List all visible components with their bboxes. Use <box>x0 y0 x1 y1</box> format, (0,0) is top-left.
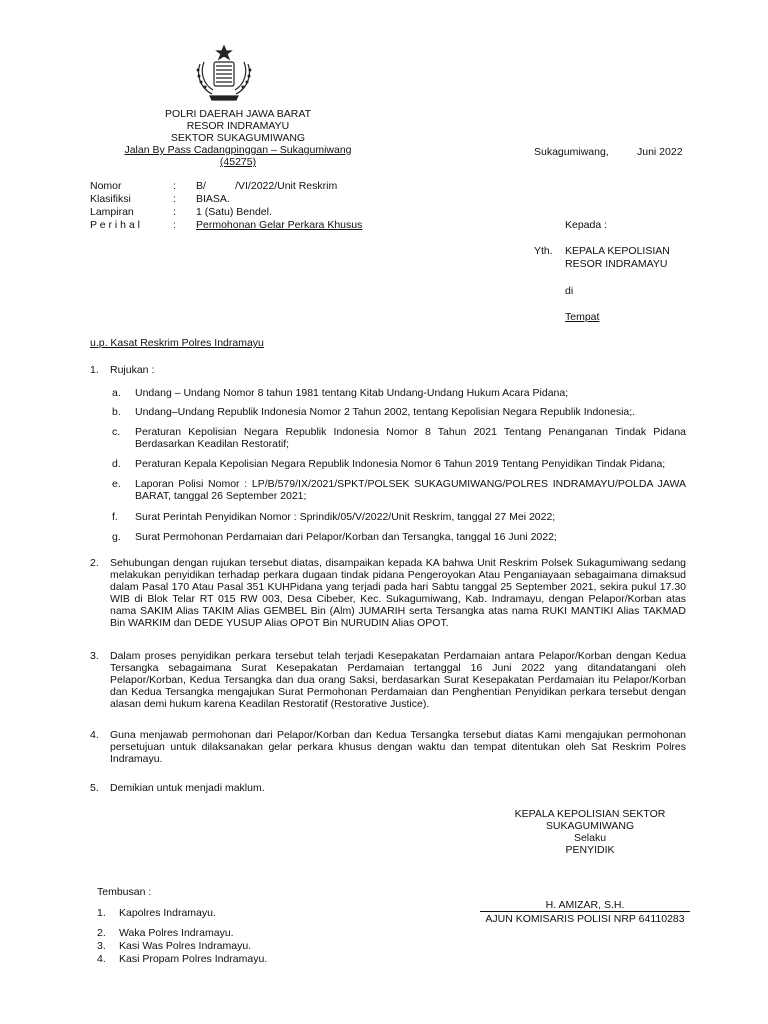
rujukan-d-text: Peraturan Kepala Kepolisian Negara Republik Indonesia Nomor 6 Tahun 2019 Tentang Penyidikan Tindak Pidana; <box>135 458 666 470</box>
letter-place: Sukagumiwang, <box>534 146 609 158</box>
meta-nomor-value: B/ /VI/2022/Unit Reskrim <box>196 180 338 192</box>
rujukan-e-text: Laporan Polisi Nomor : LP/B/579/IX/2021/SPKT/POLSEK SUKAGUMIWANG/POLRES INDRAMAYU/POLDA JAWA BARAT, tanggal 26 September 2021; <box>135 478 686 502</box>
rujukan-f-text: Surat Perintah Penyidikan Nomor : Sprindik/05/V/2022/Unit Reskrim, tanggal 27 Mei 2022; <box>135 511 556 523</box>
point-3-text: Dalam proses penyidikan perkara tersebut telah terjadi Kesepakatan Perdamaian antara Pelapor/Korban dengan Kedua Tersangka sebagaimana Surat Kesepakatan Perdamaian tertanggal 16 Juni 2022 yang ditandatangani oleh Pelapor/Korban, Kedua Tersangka dan dua orang Saksi, berdasarkan Surat Kesepakatan Perdamaian itu Pelapor/Korban dan Kedua Tersangka mengajukan Surat Permohonan Perdamaian dan Penghentian Penyidikan perkara tersebut dengan alasan demi hukum karena Keadilan Restoratif (Restorative Justice). <box>110 650 686 710</box>
rujukan-c-text: Peraturan Kepolisian Negara Republik Indonesia Nomor 8 Tahun 2021 Tentang Penanganan Tindak Pidana Berdasarkan Keadilan Restoratif; <box>135 426 686 450</box>
tembusan-2-text: Waka Polres Indramayu. <box>119 927 234 939</box>
meta-perihal-value: Permohonan Gelar Perkara Khusus <box>196 219 363 231</box>
letterhead-postcode: (45275) <box>219 156 257 168</box>
rujukan-title: Rujukan : <box>110 364 155 376</box>
signature-title-2: SUKAGUMIWANG <box>545 820 635 832</box>
rujukan-a-letter: a. <box>112 387 121 399</box>
point-4-number: 4. <box>90 729 99 741</box>
rujukan-b-letter: b. <box>112 406 121 418</box>
tembusan-title: Tembusan : <box>97 886 152 898</box>
rujukan-g-letter: g. <box>112 531 121 543</box>
signature-name: H. AMIZAR, S.H. <box>480 899 690 912</box>
letter-date: Juni 2022 <box>637 146 683 158</box>
signature-title-1: KEPALA KEPOLISIAN SEKTOR <box>514 808 666 820</box>
meta-klasifikasi-label: Klasifiksi <box>90 193 131 205</box>
meta-klasifikasi-value: BIASA. <box>196 193 230 205</box>
polri-emblem-logo <box>186 44 262 102</box>
point-5-number: 5. <box>90 782 99 794</box>
meta-klasifikasi-sep: : <box>173 193 176 205</box>
tembusan-3-number: 3. <box>97 940 106 952</box>
rujukan-e-letter: e. <box>112 478 121 490</box>
meta-perihal-sep: : <box>173 219 176 231</box>
tembusan-4-number: 4. <box>97 953 106 965</box>
addressee-line-1: KEPALA KEPOLISIAN <box>565 245 670 257</box>
addressee-line-2: RESOR INDRAMAYU <box>565 258 668 270</box>
signature-block <box>480 808 700 856</box>
attention-line: u.p. Kasat Reskrim Polres Indramayu <box>90 337 264 349</box>
rujukan-c-letter: c. <box>112 426 121 438</box>
signature-rank: AJUN KOMISARIS POLISI NRP 64110283 <box>485 913 685 925</box>
meta-nomor-sep: : <box>173 180 176 192</box>
letterhead-line-2: RESOR INDRAMAYU <box>186 120 290 132</box>
point-2-number: 2. <box>90 557 99 569</box>
tembusan-2-number: 2. <box>97 927 106 939</box>
point-2-text: Sehubungan dengan rujukan tersebut diatas, disampaikan kepada KA bahwa Unit Reskrim Polsek Sukagumiwang sedang melakukan penyidikan terhadap perkara dugaan tindak pidana Pengeroyokan Atau Penganiayaan sebagaimana dimaksud dalam Pasal 170 Atau Pasal 351 KUHPidana yang terjadi pada hari Sabtu tanggal 25 September 2021, sekira pukul 17.30 WIB di Blok Telar RT 015 RW 003, Desa Cibeber, Kec. Sukagumiwang, Kab. Indramayu, dengan Pelapor/Korban atas nama SAKIM Alias TAKIM Alias GEMBEL Bin (Alm) JUMARIH serta Tersangka atas nama RUKI MANTIKI Alias TAKMAD Bin WARKIM dan DEDE YUSUP Alias OPOT Bin NURUDIN Alias OPOT. <box>110 557 686 629</box>
rujukan-d-letter: d. <box>112 458 121 470</box>
point-4-text: Guna menjawab permohonan dari Pelapor/Korban dan Kedua Tersangka tersebut diatas Kami mengajukan permohonan persetujuan untuk dilaksanakan gelar perkara khusus dengan waktu dan tempat ditentukan oleh Sat Reskrim Polres Indramayu. <box>110 729 686 765</box>
addressee-tempat: Tempat <box>565 311 600 323</box>
point-5-text: Demikian untuk menjadi maklum. <box>110 782 265 794</box>
meta-lampiran-sep: : <box>173 206 176 218</box>
rujukan-f-letter: f. <box>112 511 118 523</box>
tembusan-3-text: Kasi Was Polres Indramayu. <box>119 940 252 952</box>
tembusan-1-number: 1. <box>97 907 106 919</box>
rujukan-g-text: Surat Permohonan Perdamaian dari Pelapor/Korban dan Tersangka, tanggal 16 Juni 2022; <box>135 531 557 543</box>
meta-lampiran-label: Lampiran <box>90 206 134 218</box>
point-1-number: 1. <box>90 364 99 376</box>
letterhead-line-3: SEKTOR SUKAGUMIWANG <box>170 132 306 144</box>
addressee-di: di <box>565 285 574 297</box>
addressee-kepada: Kepada : <box>565 219 608 231</box>
signature-title-3: Selaku <box>573 832 607 844</box>
meta-perihal-label: P e r i h a l <box>90 219 140 231</box>
meta-lampiran-value: 1 (Satu) Bendel. <box>196 206 272 218</box>
tembusan-1-text: Kapolres Indramayu. <box>119 907 216 919</box>
meta-nomor-label: Nomor <box>90 180 122 192</box>
point-3-number: 3. <box>90 650 99 662</box>
signature-title-4: PENYIDIK <box>565 844 615 856</box>
letterhead-address: Jalan By Pass Cadangpinggan – Sukagumiwang <box>124 144 352 156</box>
addressee-yth: Yth. <box>534 245 553 257</box>
rujukan-a-text: Undang – Undang Nomor 8 tahun 1981 tentang Kitab Undang-Undang Hukum Acara Pidana; <box>135 387 569 399</box>
tembusan-4-text: Kasi Propam Polres Indramayu. <box>119 953 268 965</box>
letterhead-line-1: POLRI DAERAH JAWA BARAT <box>164 108 312 120</box>
rujukan-b-text: Undang–Undang Republik Indonesia Nomor 2 Tahun 2002, tentang Kepolisian Negara Republik Indonesia;. <box>135 406 636 418</box>
letterhead <box>110 108 366 168</box>
